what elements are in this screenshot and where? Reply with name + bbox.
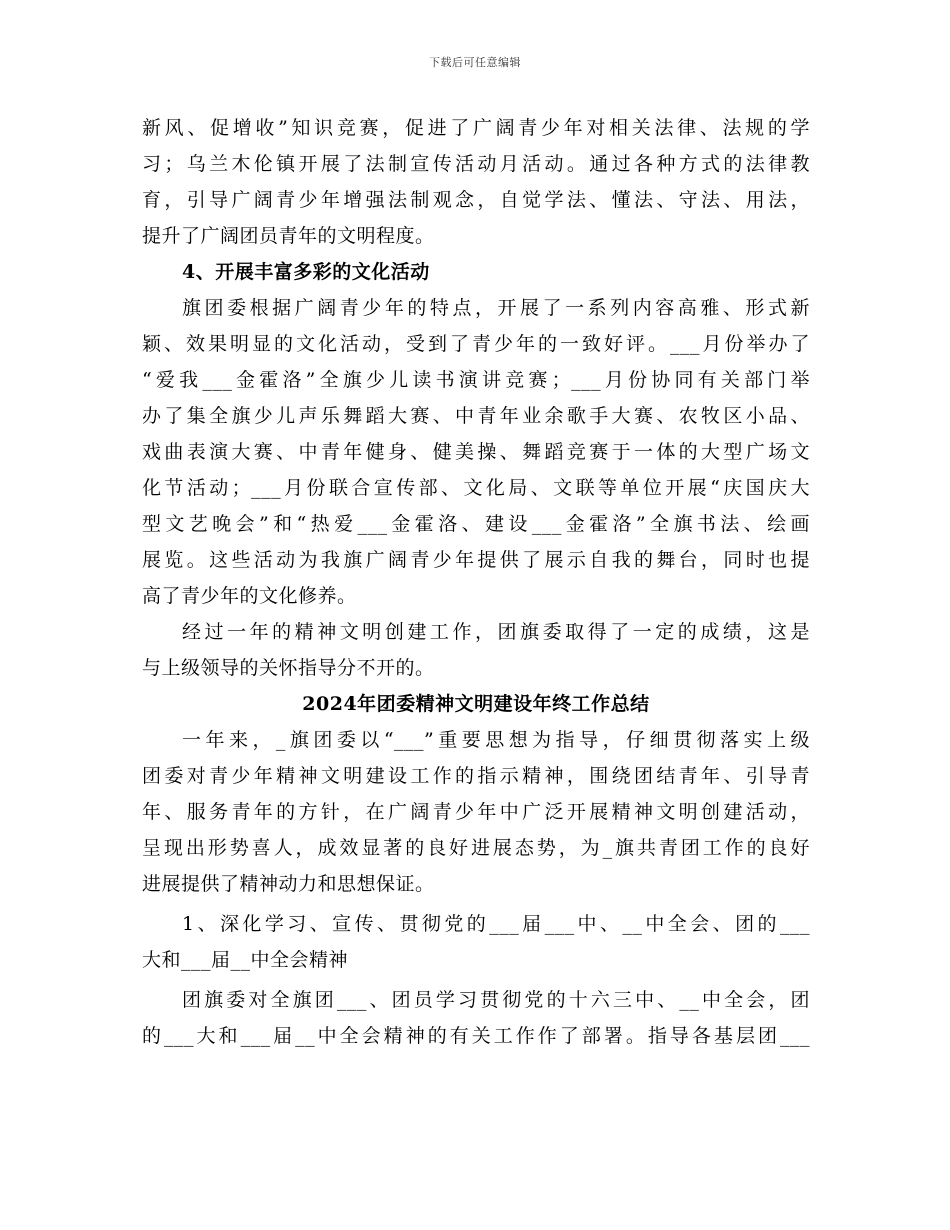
text-line: 进展提供了精神动力和思想保证。 [142,873,435,895]
text-line: 的___大和___届__中全会精神的有关工作作了部署。指导各基层团___ [142,1025,810,1047]
text-line: 团旗委对全旗团___、团员学习贯彻党的十六三中、__中全会，团 [182,989,810,1011]
text-line: 戏曲表演大赛、中青年健身、健美操、舞蹈竞赛于一体的大型广场文 [142,441,810,463]
text-line: 大和___届__中全会精神 [142,949,349,971]
text-line: 一年来，_旗团委以“___”重要思想为指导，仔细贯彻落实上级 [182,729,810,751]
text-line: 团委对青少年精神文明建设工作的指示精神，围绕团结青年、引导青 [142,765,810,787]
document-body [142,110,810,1054]
text-line: 提升了广阔团员青年的文明程度。 [142,225,435,247]
text-line: 颖、效果明显的文化活动，受到了青少年的一致好评。___月份举办了 [142,333,810,355]
text-line: 1、深化学习、宣传、贯彻党的___届___中、__中全会、团的___ [182,913,810,935]
text-line: 习；乌兰木伦镇开展了法制宣传活动月活动。通过各种方式的法律教 [142,153,810,175]
text-line: 经过一年的精神文明创建工作，团旗委取得了一定的成绩，这是 [182,621,810,643]
section-heading: 4、开展丰富多彩的文化活动 [182,261,430,283]
text-line: 化节活动；___月份联合宣传部、文化局、文联等单位开展“庆国庆大 [142,477,810,499]
text-line: 型文艺晚会”和“热爱___金霍洛、建设___金霍洛”全旗书法、绘画 [142,513,810,535]
text-line: “爱我___金霍洛”全旗少儿读书演讲竞赛；___月份协同有关部门举 [142,369,810,391]
text-line: 办了集全旗少儿声乐舞蹈大赛、中青年业余歌手大赛、农牧区小品、 [142,405,810,427]
text-line: 展览。这些活动为我旗广阔青少年提供了展示自我的舞台，同时也提 [142,549,810,571]
document-title: 2024年团委精神文明建设年终工作总结 [302,693,650,715]
page-header-note: 下载后可任意编辑 [429,56,521,69]
text-line: 育，引导广阔青少年增强法制观念，自觉学法、懂法、守法、用法， [142,189,810,211]
text-line: 高了青少年的文化修养。 [142,585,357,607]
text-line: 与上级领导的关怀指导分不开的。 [142,657,435,679]
text-line: 新风、促增收”知识竞赛，促进了广阔青少年对相关法律、法规的学 [142,117,810,139]
text-line: 年、服务青年的方针，在广阔青少年中广泛开展精神文明创建活动， [142,801,810,823]
text-line: 旗团委根据广阔青少年的特点，开展了一系列内容高雅、形式新 [182,297,810,319]
text-line: 呈现出形势喜人，成效显著的良好进展态势，为_旗共青团工作的良好 [142,837,810,859]
